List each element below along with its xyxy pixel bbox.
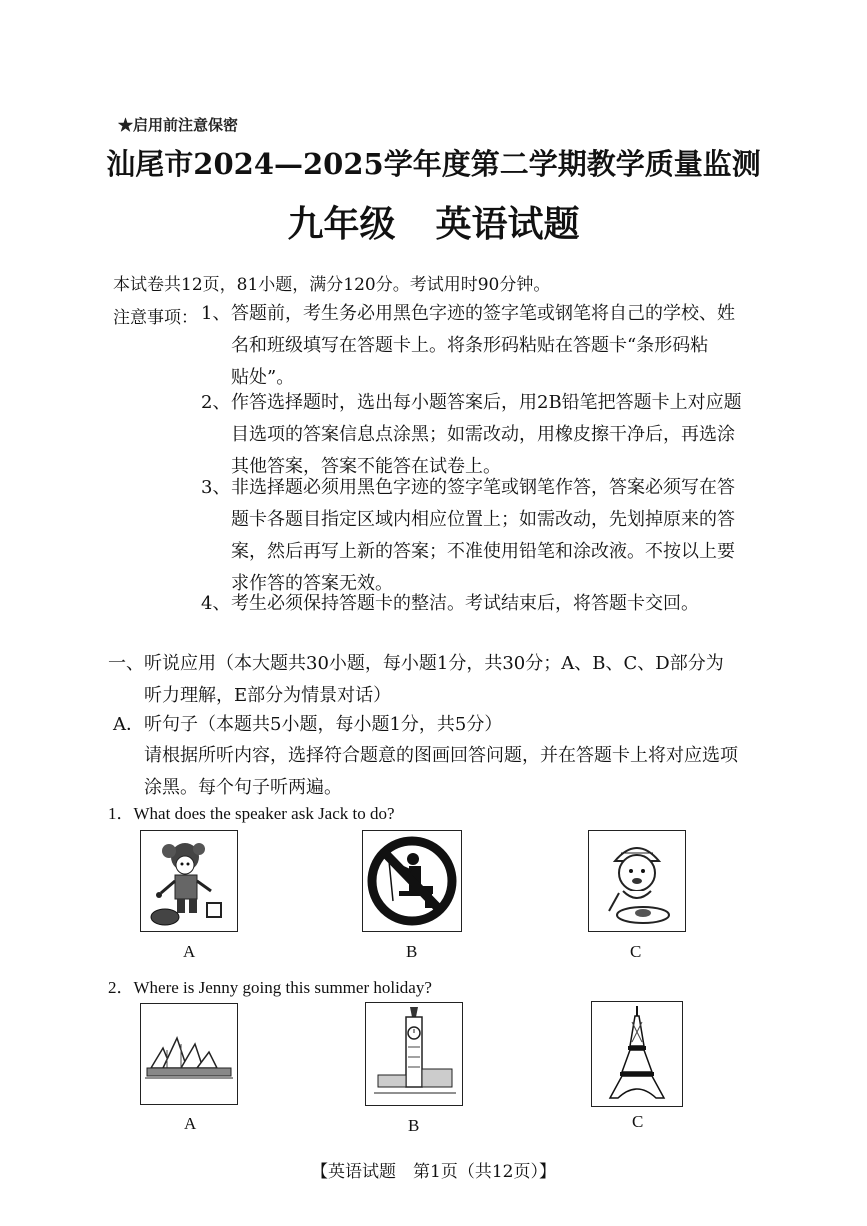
notice-line: 非选择题必须用黑色字迹的签字笔或钢笔作答，答案必须写在答	[231, 477, 735, 498]
option-label: A	[183, 942, 196, 961]
notice-item-1	[201, 298, 771, 394]
notice-line: 题卡各题目指定区域内相应位置上；如需改动，先划掉原来的答	[231, 509, 735, 530]
option-label: C	[632, 1112, 644, 1131]
notice-line: 求作答的答案无效。	[231, 573, 393, 594]
subject-label: 英语试题	[435, 203, 580, 245]
confidential-mark: ★启用前注意保密	[118, 116, 239, 134]
notice-line: 案，然后再写上新的答案；不准使用铅笔和涂改液。不按以上要	[231, 541, 735, 562]
notice-number: 2、	[201, 392, 231, 413]
instruction-line: 涂黑。每个句子听两遍。	[144, 777, 342, 798]
child-cleaning-icon	[140, 830, 238, 932]
notice-line: 其他答案，答案不能答在试卷上。	[231, 456, 501, 477]
notice-item-2	[201, 387, 771, 483]
exam-title: 汕尾市2024—2025学年度第二学期教学质量监测	[106, 147, 761, 181]
page-footer: 【英语试题 第1页（共12页）】	[311, 1162, 556, 1182]
exam-subtitle	[0, 196, 867, 247]
notice-label: 注意事项：	[113, 308, 198, 328]
option-label: A	[184, 1114, 197, 1133]
notice-line: 目选项的答案信息点涂黑；如需改动，用橡皮擦干净后，再选涂	[231, 424, 735, 445]
notice-item-3	[201, 472, 771, 600]
notice-item-4	[201, 588, 771, 620]
option-label: B	[408, 1116, 420, 1135]
no-fishing-sign-icon	[362, 830, 462, 932]
exam-info: 本试卷共12页，81小题，满分120分。考试用时90分钟。	[113, 275, 551, 295]
child-eating-icon	[588, 830, 686, 932]
question-1: 1．What does the speaker ask Jack to do?	[108, 804, 395, 823]
notice-line: 作答选择题时，选出每小题答案后，用2B铅笔把答题卡上对应题	[231, 392, 742, 413]
grade-label: 九年级	[287, 203, 396, 245]
section-heading-line: 听力理解，E部分为情景对话）	[144, 685, 392, 706]
option-label: B	[406, 942, 418, 961]
sydney-opera-house-icon	[140, 1003, 238, 1105]
section-heading	[108, 648, 768, 712]
notice-number: 4、	[201, 593, 231, 614]
part-a-title: A．听句子（本题共5小题，每小题1分，共5分）	[113, 714, 503, 735]
notice-line: 贴处”。	[231, 367, 295, 388]
instruction-line: 请根据所听内容，选择符合题意的图画回答问题，并在答题卡上将对应选项	[144, 745, 738, 766]
question-2: 2．Where is Jenny going this summer holiday?	[108, 978, 432, 997]
big-ben-icon	[365, 1002, 463, 1106]
notice-number: 3、	[201, 477, 231, 498]
part-a-instructions	[144, 740, 784, 804]
notice-line: 名和班级填写在答题卡上。将条形码粘贴在答题卡“条形码粘	[231, 335, 709, 356]
option-label: C	[630, 942, 642, 961]
notice-line: 答题前，考生务必用黑色字迹的签字笔或钢笔将自己的学校、姓	[231, 303, 735, 324]
notice-line: 考生必须保持答题卡的整洁。考试结束后，将答题卡交回。	[231, 593, 699, 614]
eiffel-tower-icon	[591, 1001, 683, 1107]
section-heading-line: 一、听说应用（本大题共30小题，每小题1分，共30分；A、B、C、D部分为	[108, 653, 724, 674]
notice-number: 1、	[201, 303, 231, 324]
